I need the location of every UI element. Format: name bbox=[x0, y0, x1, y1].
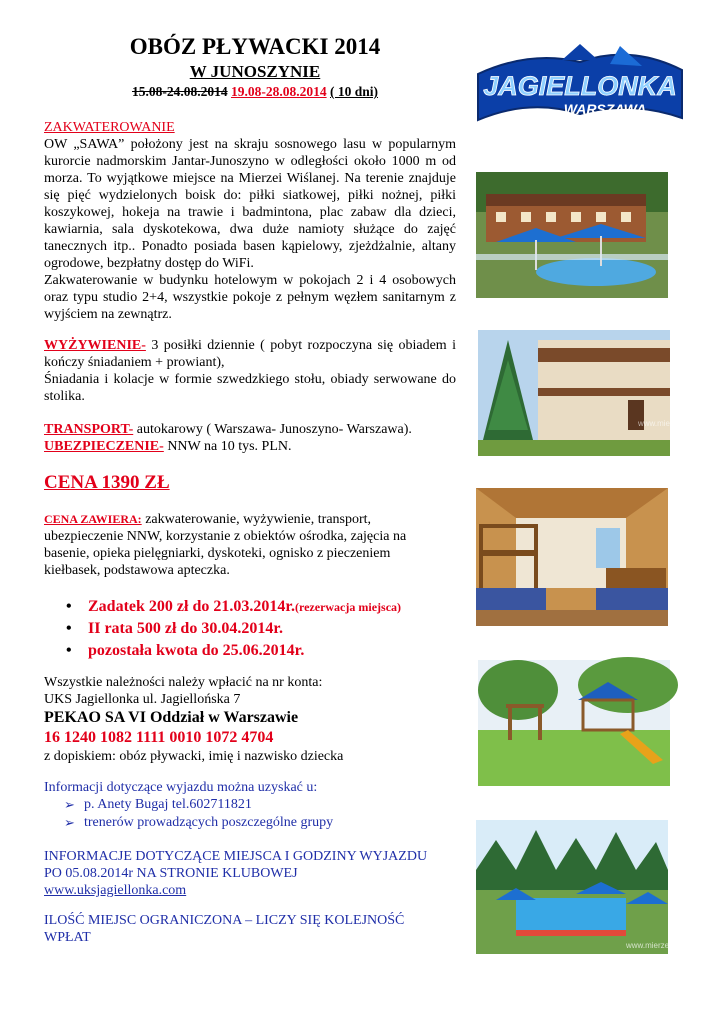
limited-line-2: WPŁAT bbox=[44, 930, 91, 945]
payment-item: • II rata 500 zł do 30.04.2014r. bbox=[44, 618, 464, 640]
photo-building-tree bbox=[478, 330, 696, 456]
payment-item: • Zadatek 200 zł do 21.03.2014r.(rezerwacja miejsca) bbox=[44, 596, 464, 618]
new-dates: 19.08-28.08.2014 bbox=[230, 84, 327, 99]
camp-dates bbox=[100, 84, 410, 100]
transport-section bbox=[44, 421, 456, 455]
photo-playground bbox=[478, 660, 670, 786]
contact-item: ➢ p. Anety Bugaj tel.602711821 bbox=[44, 796, 464, 814]
payment-list bbox=[44, 596, 464, 662]
accommodation-text: OW „SAWA” położony jest na skraju sosnowego lasu w popularnym kurorcie nadmorskim Jantar-Junoszyno w odległości około 1000 m od morza. To wyjątkowe miejsce na Mierzei Wiślanej. Na terenie znajduje się pięć wydzielonych boisk do: piłki siatkowej, piłki nożnej, piłki koszykowej, hokeja na trawie i badmintona, plac zabaw dla dzieci, kawiarnia, sala dyskotekowa, dwa duże namioty służące do zajęć tanecznych itp.. Ponadto posiada basen kąpielowy, zjeżdżalnie, altany ogrodowe, bezpłatny dostęp do WiFi. bbox=[44, 137, 456, 271]
bank-account: 16 1240 1082 1111 0010 1072 4704 bbox=[44, 729, 274, 746]
accommodation-heading: ZAKWATEROWANIE bbox=[44, 120, 175, 135]
bank-section bbox=[44, 674, 464, 765]
photo-room-bunks bbox=[476, 488, 668, 626]
page-subtitle: W JUNOSZYNIE bbox=[189, 62, 321, 81]
price-includes-text: zakwaterowanie, wyżywienie, transport, ubezpieczenie NNW, korzystanie z obiektów ośrodka, zajęcia na basenie, opieka pielęgniarki, dyskoteki, ognisko z pieczeniem kiełbasek, podstawowa apteczka. bbox=[44, 512, 407, 578]
accommodation-section bbox=[44, 119, 456, 323]
duration: ( 10 dni) bbox=[329, 84, 378, 99]
food-section bbox=[44, 337, 456, 405]
bank-name: PEKAO SA VI Oddział w Warszawie bbox=[44, 709, 299, 726]
transport-text: autokarowy ( Warszawa- Junoszyno- Warszawa). bbox=[133, 422, 412, 437]
info-intro: Informacji dotyczące wyjazdu można uzyskać u: bbox=[44, 780, 318, 795]
info-section bbox=[44, 779, 464, 832]
accommodation-text-2: Zakwaterowanie w budynku hotelowym w pokojach 2 i 4 osobowych oraz typu studio 2+4, wszystkie pokoje z pełnym węzłem sanitarnym z wyjściem na zewnątrz. bbox=[44, 273, 456, 322]
contact-item: ➢ trenerów prowadzących poszczególne grupy bbox=[44, 814, 464, 832]
limited-line-1: ILOŚĆ MIEJSC OGRANICZONA – LICZY SIĘ KOLEJNOŚĆ bbox=[44, 913, 405, 928]
departure-section bbox=[44, 848, 464, 899]
logo-subtext: WARSZAWA bbox=[563, 101, 647, 117]
photo-watermark: www.mierzeja.pl bbox=[626, 941, 684, 950]
departure-line-1: INFORMACJE DOTYCZĄCE MIEJSCA I GODZINY WYJAZDU bbox=[44, 849, 428, 864]
transport-heading: TRANSPORT- bbox=[44, 422, 134, 437]
food-text-2: Śniadania i kolacje w formie szwedzkiego stołu, obiady serwowane do stolika. bbox=[44, 372, 456, 404]
photo-pool-umbrellas bbox=[476, 172, 668, 298]
page-title: OBÓZ PŁYWACKI 2014 bbox=[129, 34, 381, 59]
food-heading: WYŻYWIENIE- bbox=[44, 338, 146, 353]
price-label: CENA 1390 ZŁ bbox=[44, 472, 170, 493]
insurance-text: NNW na 10 tys. PLN. bbox=[163, 439, 292, 454]
bank-intro: Wszystkie należności należy wpłacić na nr konta: bbox=[44, 675, 323, 690]
food-text: 3 posiłki dziennie ( pobyt rozpoczyna się obiadem i kończy śniadaniem + prowiant), bbox=[44, 338, 456, 370]
insurance-heading: UBEZPIECZENIE- bbox=[44, 439, 164, 454]
club-logo bbox=[470, 40, 690, 135]
club-website-link[interactable]: www.uksjagiellonka.com bbox=[44, 883, 187, 898]
price-includes-label: CENA ZAWIERA: bbox=[44, 512, 142, 526]
old-dates: 15.08-24.08.2014 bbox=[131, 84, 228, 99]
photo-pool-aerial bbox=[476, 820, 684, 954]
departure-line-2: PO 05.08.2014r NA STRONIE KLUBOWEJ bbox=[44, 866, 298, 881]
logo-text: JAGIELLONKA bbox=[483, 71, 677, 101]
photo-watermark: www.mierzeja.pl bbox=[638, 419, 696, 428]
payment-item: • pozostała kwota do 25.06.2014r. bbox=[44, 640, 464, 662]
limited-section bbox=[44, 912, 464, 946]
bank-note: z dopiskiem: obóz pływacki, imię i nazwisko dziecka bbox=[44, 749, 344, 764]
payment-note: (rezerwacja miejsca) bbox=[294, 600, 402, 614]
price-includes bbox=[44, 511, 428, 579]
bank-recipient: UKS Jagiellonka ul. Jagiellońska 7 bbox=[44, 692, 241, 707]
